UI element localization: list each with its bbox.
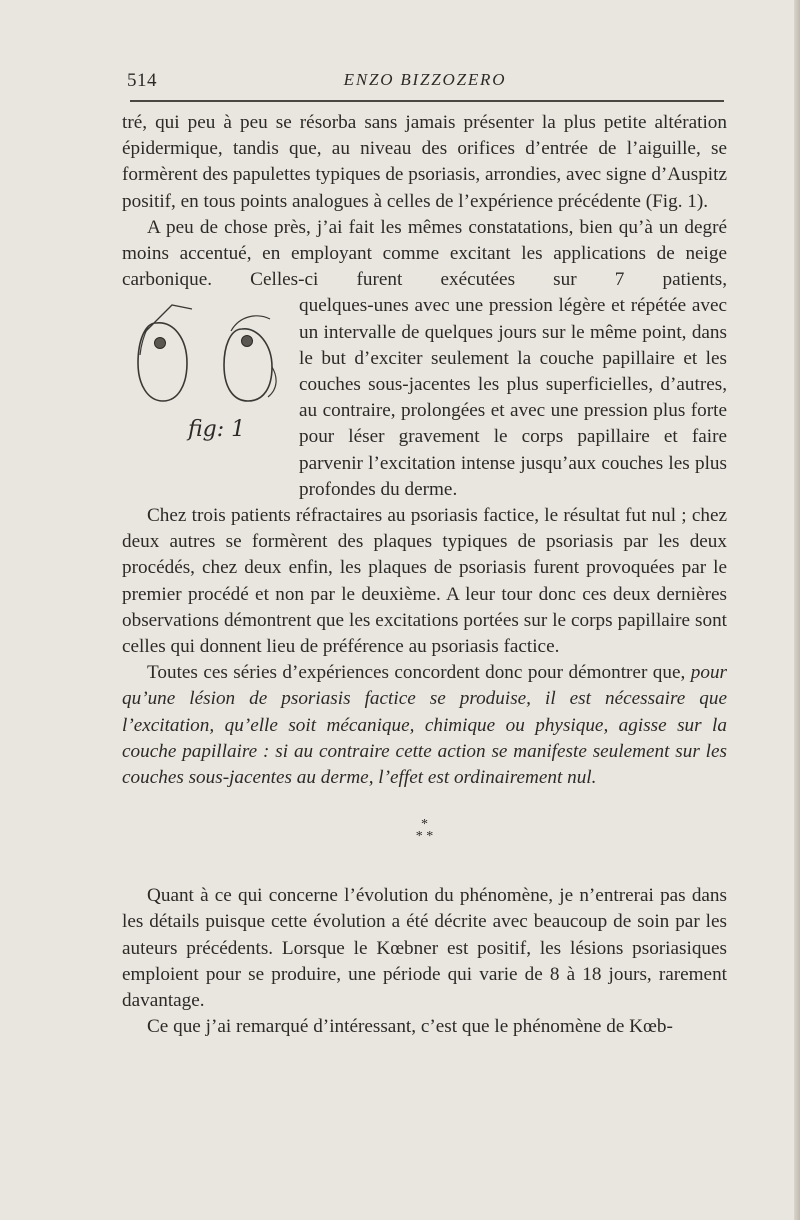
page-edge	[794, 0, 800, 1220]
paragraph-2-top: A peu de chose près, j’ai fait les mêmes constatations, bien qu’à un degré moins accentué, en employant comme excitant les applications de neige carbonique. Celles-ci furent exécutées sur 7 patients,	[122, 216, 727, 291]
page-number: 514	[127, 70, 157, 91]
page-header	[127, 68, 723, 98]
figure-1-label: fig: 1	[188, 417, 246, 443]
paragraph-3: Chez trois patients réfractaires au psoriasis factice, le résultat fut nul ; chez deux autres se formèrent des plaques typiques de psoriasis par les deux procédés, chez deux enfin, les plaques de psoriasis furent provoquées par le premier procédé et non par le deuxième. A leur tour donc ces deux dernières observations démontrent que les excitations portées sur le corps papillaire sont celles qui donnent lieu de préférence au psoriasis factice.	[122, 505, 727, 658]
left-oval-shape	[138, 305, 192, 401]
paragraph-2-wrap: quelques-unes avec une pression légère et répétée avec un intervalle de quelques jours sur le même point, dans le but d’exciter seulement la couche papillaire et les couches sous-jacentes les plus superficielles, d’autres, au contraire, prolongées et avec une pression plus forte pour léser gravement le corps papillaire et faire parvenir l’excitation intense jusqu’aux couches les plus profondes du derme.	[299, 295, 727, 500]
paragraph-6: Ce que j’ai remarqué d’intéressant, c’est que le phénomène de Kœb-	[147, 1016, 673, 1038]
paragraph-4	[122, 660, 727, 791]
figure-wrap-block	[122, 293, 727, 503]
asterism-divider	[122, 819, 727, 843]
figure-1	[122, 293, 297, 477]
running-title: ENZO BIZZOZERO	[343, 70, 507, 89]
paragraph-5: Quant à ce qui concerne l’évolution du phénomène, je n’entrerai pas dans les détails puisque cette évolution a été décrite avec beaucoup de soin par les auteurs précédents. Lorsque le Kœbner est positif, les lésions psoriasiques emploient pour se produire, une période qui varie de 8 à 18 jours, rarement davantage.	[122, 885, 727, 1012]
right-oval-shape	[224, 316, 276, 401]
asterism-bottom: * *	[415, 829, 434, 845]
body-text	[122, 110, 727, 1041]
header-rule	[130, 100, 724, 102]
paragraph-1: tré, qui peu à peu se résorba sans jamais présenter la plus petite altération épidermique, tandis que, au niveau des orifices d’entrée de l’aiguille, se formèrent des papulettes typiques de psoriasis, arrondies, avec signe d’Auspitz positif, en tous points analogues à celles de l’expérience précédente (Fig. 1).	[122, 112, 727, 212]
figure-1-drawing	[130, 293, 290, 413]
paragraph-4-start: Toutes ces séries d’expériences concordent donc pour démontrer que,	[147, 662, 691, 684]
asterism-top: *	[421, 817, 428, 833]
paragraph-4-italic: pour qu’une lésion de psoriasis factice se produise, il est nécessaire que l’excitation, qu’elle soit mécanique, chimique ou physique, agisse sur la couche papillaire : si au contraire cette action se manifeste seulement sur les couches sous-jacentes au derme, l’effet est ordinairement nul.	[122, 662, 727, 789]
